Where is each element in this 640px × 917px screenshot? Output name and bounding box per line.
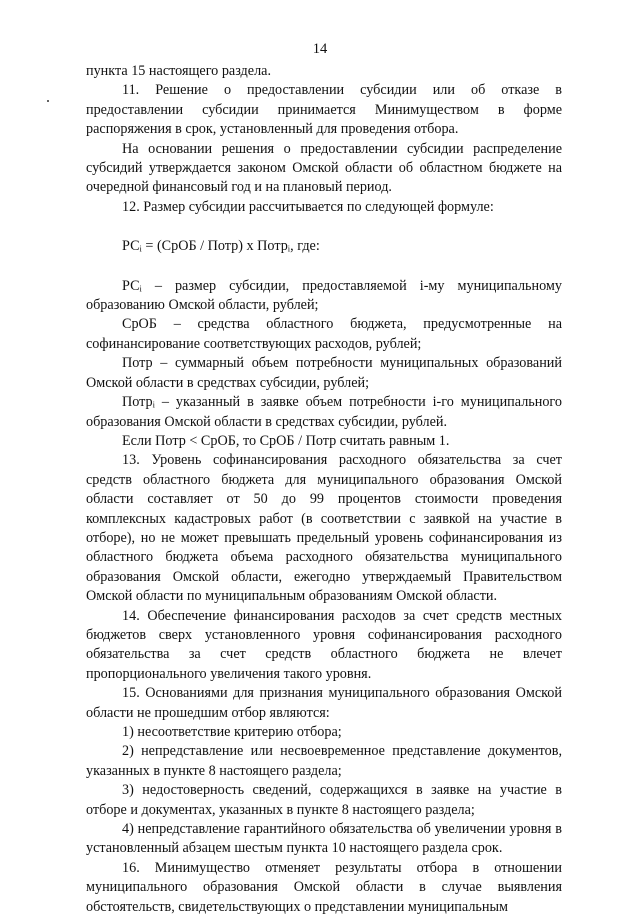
- paragraph-15: 15. Основаниями для признания муниципального образования Омской области не прошедшим отбор являются:: [86, 685, 562, 721]
- formula-condition: Если Потр < СрОБ, то СрОБ / Потр считать равным 1.: [122, 432, 450, 449]
- paragraph-14: 14. Обеспечение финансирования расходов за счет средств местных бюджетов сверх установленного уровня софинансирования расходного обязательства за счет средств областного бюджета не влечет пропорционального увеличения такого уровня.: [86, 607, 562, 682]
- paragraph-16: 16. Минимущество отменяет результаты отбора в отношении муниципального образования Омской области в случае выявления обстоятельств, свидетельствующих о представлении муниципальным: [86, 859, 562, 915]
- list-item-3: 3) недостоверность сведений, содержащихся в заявке на участие в отборе и документах, указанных в пункте 8 настоящего раздела;: [86, 782, 562, 818]
- formula-term-potr: Потр – суммарный объем потребности муниципальных образований Омской области в средствах субсидии, рублей;: [86, 355, 562, 391]
- paragraph-13: 13. Уровень софинансирования расходного обязательства за счет средств областного бюджета для муниципального образования Омской области составляет от 50 до 99 процентов стоимости проведения комплексных кадастровых работ (в соответствии с заявкой на участие в отборе), но не может превышать предельный уровень софинансирования из областного бюджета объема расходного обязательства муниципального образования Омской области, ежегодно утверждаемый Правительством Омской области по муниципальным образованиям Омской области.: [86, 452, 562, 605]
- list-item-1: 1) несоответствие критерию отбора;: [122, 724, 342, 740]
- paragraph-11: 11. Решение о предоставлении субсидии или об отказе в предоставлении субсидии принимается Минимуществом в форме распоряжения в срок, установленный для проведения отбора.: [86, 82, 562, 138]
- formula-term-srob: СрОБ – средства областного бюджета, предусмотренные на софинансирование соответствующих расходов, рублей;: [86, 316, 562, 352]
- subsidy-formula: РСᵢ = (СрОБ / Потр) х Потрᵢ, где:: [122, 238, 320, 255]
- paragraph-continuation: пункта 15 настоящего раздела.: [86, 63, 271, 79]
- list-item-2: 2) непредставление или несвоевременное представление документов, указанных в пункте 8 настоящего раздела;: [86, 743, 562, 779]
- formula-term-rs: РСᵢ – размер субсидии, предоставляемой i-му муниципальному образованию Омской области, рублей;: [86, 277, 562, 314]
- paragraph-11-distribution: На основании решения о предоставлении субсидии распределение субсидий утверждается законом Омской области об областном бюджете на очередной финансовый год и на плановый период.: [86, 140, 562, 196]
- document-body: [86, 62, 562, 917]
- paragraph-12: 12. Размер субсидии рассчитывается по следующей формуле:: [122, 198, 494, 215]
- list-item-4: 4) непредставление гарантийного обязательства об увеличении уровня в установленный абзацем шестым пункта 10 настоящего раздела срок.: [86, 821, 562, 857]
- formula-term-potr-i: Потрᵢ – указанный в заявке объем потребности i-го муниципального образования Омской области в средствах субсидии, рублей.: [86, 394, 562, 430]
- page-number: 14: [312, 41, 328, 57]
- scan-speck: [47, 100, 49, 102]
